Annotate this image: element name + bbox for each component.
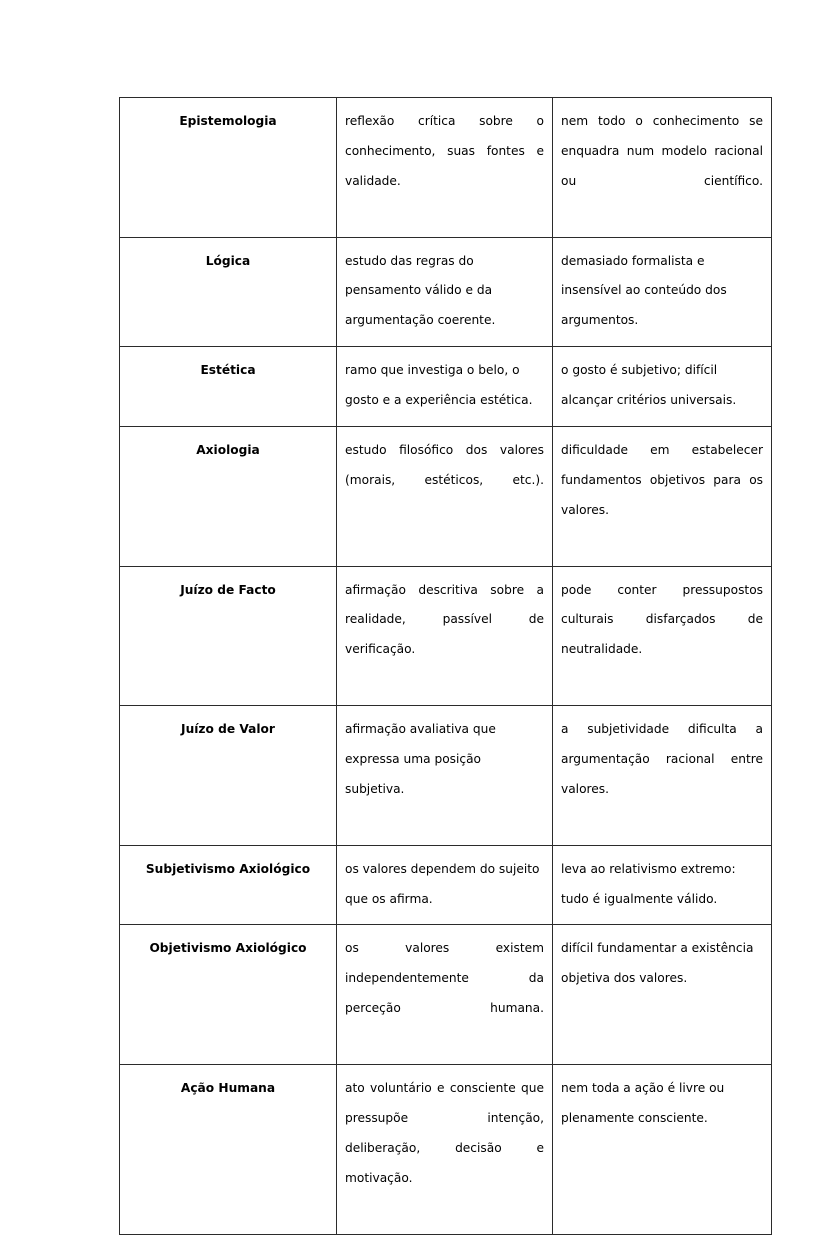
concept-definition: os valores dependem do sujeito que os afirma. <box>337 845 553 925</box>
concept-definition: reflexão crítica sobre o conhecimento, suas fontes e validade. <box>337 98 553 238</box>
concept-critique: difícil fundamentar a existência objetiva dos valores. <box>553 925 772 1065</box>
concept-definition: os valores existem independentemente da perceção humana. <box>337 925 553 1065</box>
table-row <box>120 845 772 925</box>
concepts-table <box>119 97 772 1235</box>
concept-term: Objetivismo Axiológico <box>120 925 337 1065</box>
concept-term: Ação Humana <box>120 1065 337 1234</box>
concept-definition: estudo das regras do pensamento válido e da argumentação coerente. <box>337 237 553 347</box>
table-body <box>120 98 772 1235</box>
concept-definition: estudo filosófico dos valores (morais, estéticos, etc.). <box>337 427 553 567</box>
concept-term: Juízo de Valor <box>120 706 337 846</box>
concept-term: Juízo de Facto <box>120 566 337 706</box>
concept-definition: afirmação descritiva sobre a realidade, passível de verificação. <box>337 566 553 706</box>
table-row <box>120 237 772 347</box>
concept-term: Axiologia <box>120 427 337 567</box>
concept-term: Estética <box>120 347 337 427</box>
table-row <box>120 925 772 1065</box>
concept-critique: dificuldade em estabelecer fundamentos objetivos para os valores. <box>553 427 772 567</box>
concept-critique: nem todo o conhecimento se enquadra num modelo racional ou científico. <box>553 98 772 238</box>
concept-critique: nem toda a ação é livre ou plenamente consciente. <box>553 1065 772 1234</box>
concept-critique: o gosto é subjetivo; difícil alcançar critérios universais. <box>553 347 772 427</box>
table-row <box>120 347 772 427</box>
concept-critique: leva ao relativismo extremo: tudo é igualmente válido. <box>553 845 772 925</box>
concept-term: Subjetivismo Axiológico <box>120 845 337 925</box>
concept-definition: ato voluntário e consciente que pressupõe intenção, deliberação, decisão e motivação. <box>337 1065 553 1234</box>
table-row <box>120 706 772 846</box>
concept-term: Lógica <box>120 237 337 347</box>
table-row <box>120 1065 772 1234</box>
concept-critique: pode conter pressupostos culturais disfarçados de neutralidade. <box>553 566 772 706</box>
concept-term: Epistemologia <box>120 98 337 238</box>
table-row <box>120 427 772 567</box>
concept-definition: afirmação avaliativa que expressa uma posição subjetiva. <box>337 706 553 846</box>
table-row <box>120 98 772 238</box>
concept-definition: ramo que investiga o belo, o gosto e a experiência estética. <box>337 347 553 427</box>
concept-critique: demasiado formalista e insensível ao conteúdo dos argumentos. <box>553 237 772 347</box>
concept-critique: a subjetividade dificulta a argumentação racional entre valores. <box>553 706 772 846</box>
table-row <box>120 566 772 706</box>
